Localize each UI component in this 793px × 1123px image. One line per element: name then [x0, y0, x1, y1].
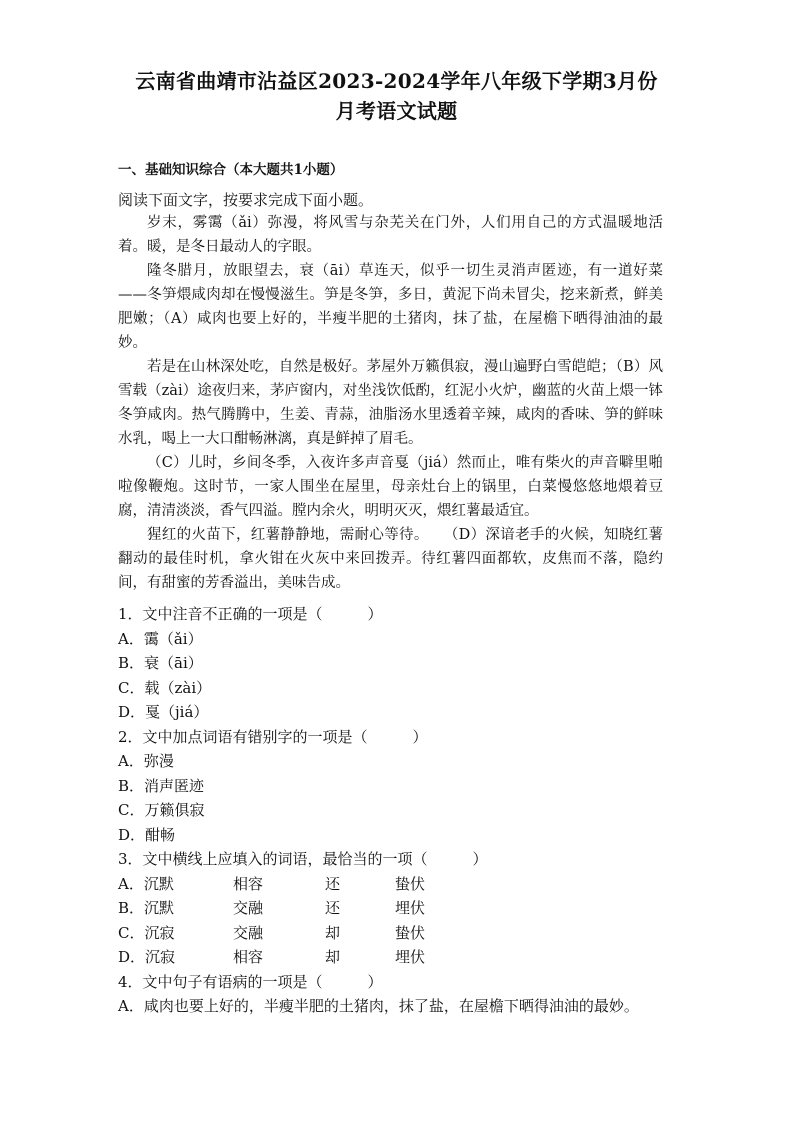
- question-4-stem: 4．文中句子有语病的一项是（ ）: [118, 972, 383, 991]
- question-3-option-d: [118, 945, 678, 970]
- passage-paragraph: 猩红的火苗下，红薯静静地，需耐心等待。 （D）深谙老手的火候，知晓红薯翻动的最佳时机，拿火钳在火灰中来回拨弄。待红薯四面都软，皮焦而不落，隐约间，有甜蜜的芳香溢出，美味告成。: [118, 527, 663, 591]
- question-3-option-c: [118, 921, 678, 946]
- option-word: 相容: [233, 948, 264, 966]
- passage-paragraph: 岁末，雾霭（ǎi）弥漫，将风雪与杂芜关在门外，人们用自己的方式温暖地活着。暖，是冬日最动人的字眼。: [118, 215, 663, 255]
- title-line-2: 月考语文试题: [335, 99, 458, 123]
- passage-paragraph: 若是在山林深处吃，自然是极好。茅屋外万籁俱寂，漫山遍野白雪皑皑；（B）风雪载（zài）途夜归来，茅庐窗内，对坐浅饮低酌，红泥小火炉，幽蓝的火苗上煨一钵冬笋咸肉。热气腾腾中，生姜、青蒜，油脂汤水里透着辛辣，咸肉的香味、笋的鲜味水乳，喝上一大口酣畅淋漓，真是鲜掉了眉毛。: [118, 359, 663, 447]
- question-3-stem: 3．文中横线上应填入的词语，最恰当的一项（ ）: [118, 850, 488, 868]
- option-word: 交融: [233, 923, 264, 942]
- question-1-option-c: C．载（zài）: [118, 678, 212, 697]
- question-2-stem: 2．文中加点词语有错别字的一项是（ ）: [118, 727, 428, 746]
- page-title: [0, 66, 793, 126]
- question-3-option-b: [118, 896, 678, 921]
- option-word: 还: [325, 899, 341, 917]
- passage-paragraph: 隆冬腊月，放眼望去，衰（āi）草连天，似乎一切生灵消声匿迹，有一道好菜——冬笋煨咸肉却在慢慢滋生。笋是冬笋，多日，黄泥下尚未冒尖，挖来新煮，鲜美肥嫩；（A）咸肉也要上好的，半瘦半肥的土猪肉，抹了盐，在屋檐下晒得油油的最妙。: [118, 263, 663, 351]
- option-word: 埋伏: [395, 948, 426, 966]
- option-word: 却: [325, 923, 341, 942]
- section-heading: 一、基础知识综合（本大题共1小题）: [118, 162, 344, 178]
- option-word: 蛰伏: [395, 874, 426, 893]
- question-1-option-d: D．戛（jiá）: [118, 703, 209, 721]
- passage-paragraph: （C）儿时，乡间冬季，入夜许多声音戛（jiá）然而止，唯有柴火的声音噼里啪啦像鞭炮。这时节，一家人围坐在屋里，母亲灶台上的锅里，白菜慢悠悠地煨着豆腐，清清淡淡，香气四溢。膛内余火，明明灭灭，煨红薯最适宜。: [118, 455, 663, 519]
- option-word: B．沉默: [118, 899, 175, 917]
- question-1-option-a: A．霭（ǎi）: [118, 629, 203, 648]
- question-1-option-b: B．衰（āi）: [118, 654, 203, 672]
- question-2-option-a: A．弥漫: [118, 752, 174, 770]
- question-2-option-d: D．酣畅: [118, 825, 176, 844]
- option-word: 还: [325, 874, 341, 893]
- question-2-option-c: C．万籁俱寂: [118, 801, 205, 819]
- option-word: A．沉默: [118, 874, 174, 893]
- option-word: 却: [325, 948, 341, 966]
- option-word: 埋伏: [395, 899, 426, 917]
- option-word: 蛰伏: [395, 923, 426, 942]
- reading-passage: [118, 211, 663, 595]
- question-3-option-a: [118, 872, 678, 897]
- questions: [118, 602, 678, 1019]
- question-2-option-b: B．消声匿迹: [118, 776, 205, 795]
- question-4-option-a: A．咸肉也要上好的，半瘦半肥的土猪肉，抹了盐，在屋檐下晒得油油的最妙。: [118, 997, 639, 1015]
- option-word: D．沉寂: [118, 948, 176, 966]
- title-line-1: 云南省曲靖市沾益区2023-2024学年八年级下学期3月份: [135, 69, 658, 93]
- option-word: C．沉寂: [118, 923, 175, 942]
- question-1-stem: 1．文中注音不正确的一项是（ ）: [118, 605, 383, 623]
- reading-instruction: 阅读下面文字，按要求完成下面小题。: [118, 191, 374, 209]
- option-word: 交融: [233, 899, 264, 917]
- option-word: 相容: [233, 874, 264, 893]
